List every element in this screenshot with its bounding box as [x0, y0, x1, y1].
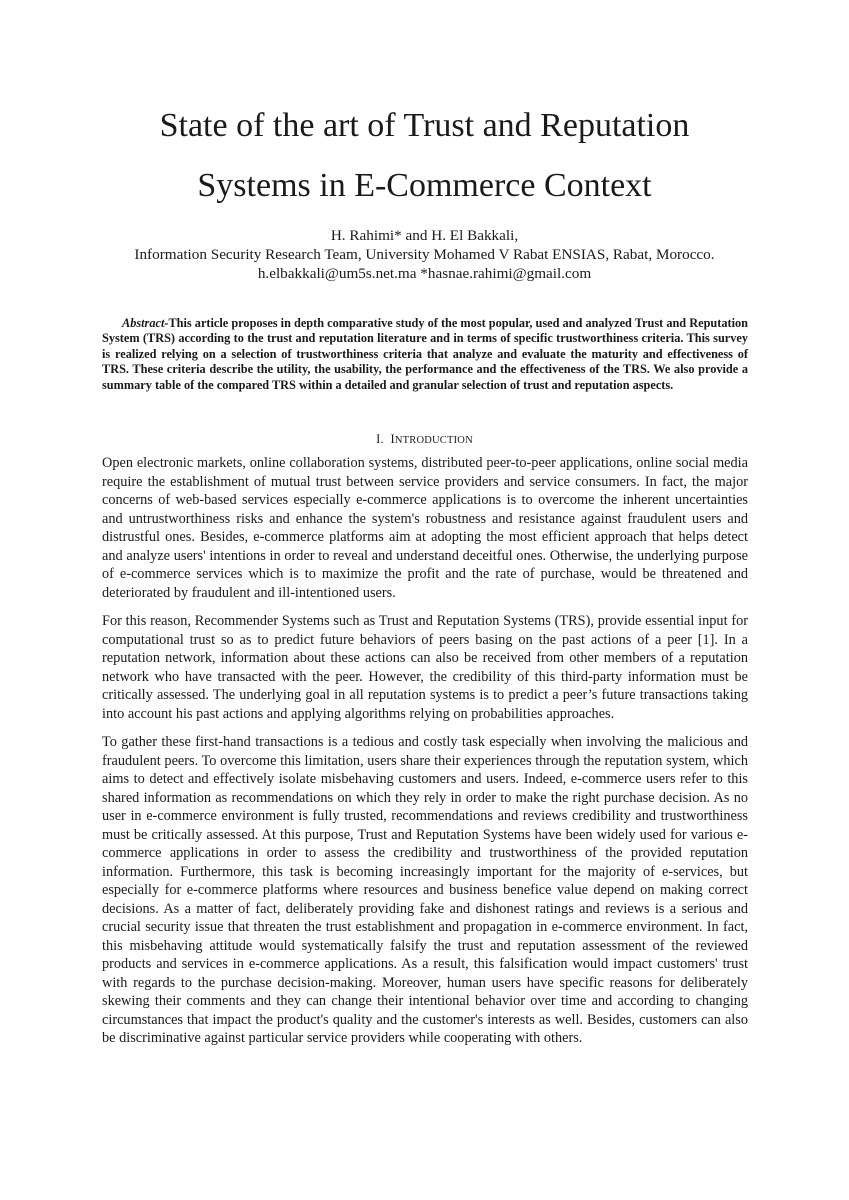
author-names: H. Rahimi* and H. El Bakkali,	[330, 227, 519, 244]
paper-title	[60, 96, 789, 216]
author-affiliation: Information Security Research Team, University Mohamed V Rabat ENSIAS, Rabat, Morocco.	[134, 246, 715, 263]
section-title-initial: I	[390, 432, 395, 446]
body-paragraph: To gather these first-hand transactions is a tedious and costly task especially when involving the malicious and fraudulent peers. To overcome this limitation, users share their experiences through the reputation system, which aims to detect and effectively isolate misbehaving customers and users. Indeed, e-commerce users refer to this shared information as recommendations on which they rely in order to make the right purchase decision. As no user in e-commerce environment is fully trusted, recommendations and reviews credibility and trustworthiness must be critically assessed. At this purpose, Trust and Reputation Systems have been widely used for various e-commerce applications in order to assess the credibility and trustworthiness of the provided reputation information. Furthermore, this task is becoming increasingly important for the majority of e-services, but especially for e-commerce platforms where resources and business benefice value depend on making correct decisions. As a matter of fact, deliberately providing fake and dishonest ratings and reviews is a serious and crucial security issue that threaten the trust establishment and propagation in e-commerce environment. In fact, this misbehaving attitude would systematically falsify the trust and reputation assessment of the reviewed products and services in e-commerce applications. As a result, this falsification would impact customers' trust with regards to the purchase decision-making. Moreover, human users have specific reasons for deliberately skewing their comments and they can change their intentional behavior over time and according to changing circumstances that impact the product's quality and the customer's interests as well. Besides, customers can also be discriminative against particular service providers while cooperating with others.	[102, 734, 748, 1046]
body-paragraph: For this reason, Recommender Systems such as Trust and Reputation Systems (TRS), provide essential input for computational trust so as to predict future behaviors of peers basing on the past actions of a peer [1]. In a reputation network, information about these actions can also be received from other members of a reputation network who have transacted with the peer. However, the credibility of this third-party information must be critically assessed. The underlying goal in all reputation systems is to predict a peer’s future transactions taking into account his past actions and applying algorithms relying on probabilities approaches.	[102, 613, 748, 722]
paper-title-line-2: Systems in E-Commerce Context	[197, 167, 652, 204]
section-heading-introduction	[60, 431, 789, 449]
section-number: I.	[376, 432, 384, 446]
abstract	[102, 316, 748, 393]
abstract-label: Abstract-	[122, 316, 169, 330]
body-paragraph: Open electronic markets, online collaboration systems, distributed peer-to-peer applications, online social media require the establishment of mutual trust between service providers and service consumers. In fact, the major concerns of web-based services especially e-commerce applications is to overcome the inherent uncertainties and untrustworthiness risks and enhance the system's robustness and resistance against fraudulent users and distrustful ones. Besides, e-commerce platforms aim at adopting the most efficient approach that helps detect and analyze users' intentions in order to reveal and understand deceitful ones. Otherwise, the underlying purpose of e-commerce services which is to maximize the profit and the rate of purchase, would be threatened and deteriorated by fraudulent and ill-intentioned users.	[102, 455, 748, 601]
author-block	[60, 226, 789, 283]
abstract-text: This article proposes in depth comparative study of the most popular, used and analyzed Trust and Reputation System (TRS) according to the trust and reputation literature and in terms of specific trustworthiness criteria. This survey is realized relying on a selection of trustworthiness criteria that analyze and evaluate the maturity and effectiveness of TRS. These criteria describe the utility, the usability, the performance and the effectiveness of the TRS. We also provide a summary table of the compared TRS within a detailed and granular selection of trust and reputation aspects.	[102, 316, 748, 392]
introduction-body	[102, 454, 748, 1058]
author-emails: h.elbakkali@um5s.net.ma *hasnae.rahimi@gmail.com	[257, 265, 592, 282]
section-title-rest: NTRODUCTION	[394, 435, 473, 446]
paper-title-line-1: State of the art of Trust and Reputation	[159, 107, 690, 144]
